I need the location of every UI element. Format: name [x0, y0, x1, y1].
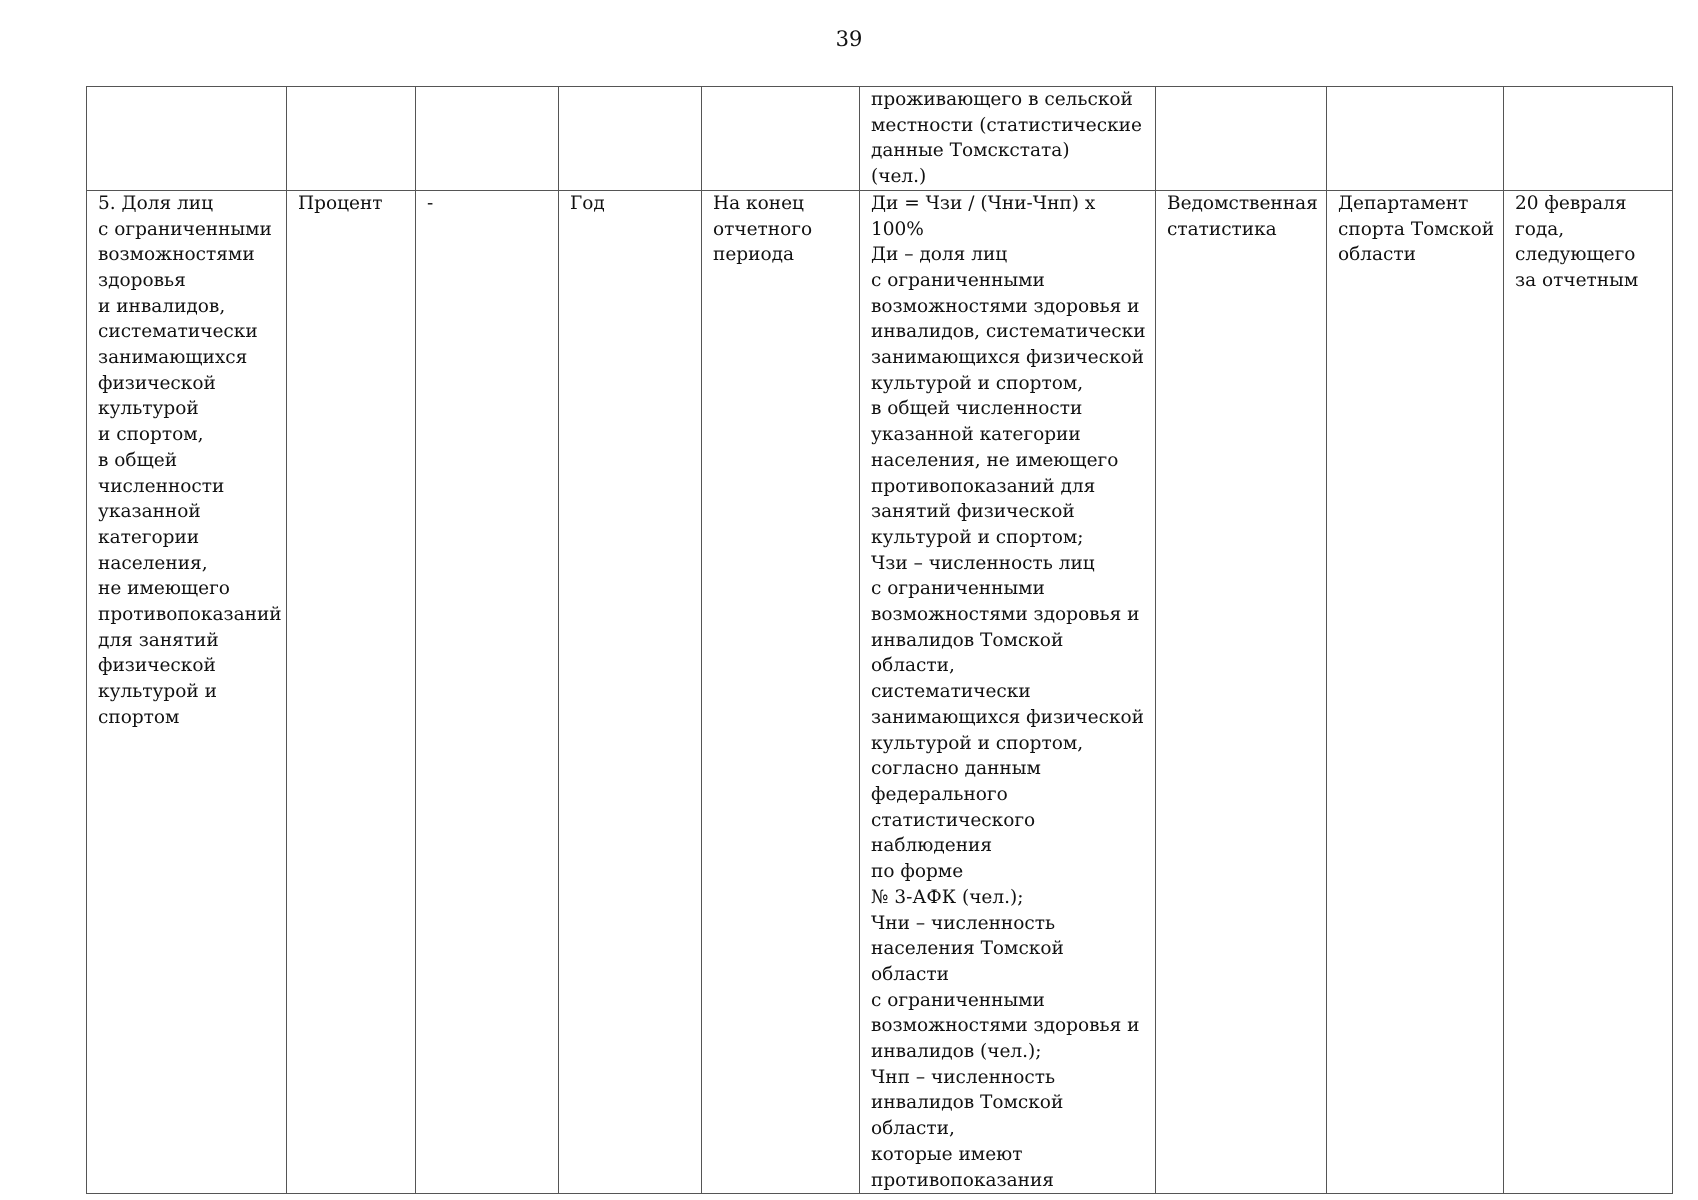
cell-formula: проживающего в сельской местности (статистические данные Томскстата) (чел.) [860, 87, 1156, 191]
cell-formula: Ди = Чзи / (Чни-Чнп) х 100% Ди – доля лиц с ограниченными возможностями здоровья и инвалидов, систематически занимающихся физической культурой и спортом, в общей численности указанной категории населения, не имеющего противопоказаний для занятий физической культурой и спортом; Чзи – численность лиц с ограниченными возможностями здоровья и инвалидов Томской области, систематически занимающихся физической культурой и спортом, согласно данным федерального статистического наблюдения по форме № 3-АФК (чел.); Чни – численность населения Томской области с ограниченными возможностями здоровья и инвалидов (чел.); Чнп – численность инвалидов Томской области, которые имеют противопоказания [860, 190, 1156, 1193]
table-row [87, 190, 1673, 1193]
page-number: 39 [835, 27, 863, 51]
cell-periodicity: Год [559, 190, 702, 1193]
cell-deadline [1504, 87, 1673, 191]
cell-unit: Процент [287, 190, 416, 1193]
cell-dash [416, 87, 559, 191]
cell-deadline: 20 февраля года, следующего за отчетным [1504, 190, 1673, 1193]
indicator-table [86, 86, 1673, 1194]
cell-dash: - [416, 190, 559, 1193]
cell-responsible: Департамент спорта Томской области [1327, 190, 1504, 1193]
cell-indicator-name [87, 87, 287, 191]
cell-responsible [1327, 87, 1504, 191]
cell-indicator-name: 5. Доля лиц с ограниченными возможностями здоровья и инвалидов, систематически занимающихся физической культурой и спортом, в общей численности указанной категории населения, не имеющего противопоказаний для занятий физической культурой и спортом [87, 190, 287, 1193]
cell-periodicity [559, 87, 702, 191]
cell-unit [287, 87, 416, 191]
table-row [87, 87, 1673, 191]
cell-source [1156, 87, 1327, 191]
cell-time-point [702, 87, 860, 191]
cell-source: Ведомственная статистика [1156, 190, 1327, 1193]
cell-time-point: На конец отчетного периода [702, 190, 860, 1193]
